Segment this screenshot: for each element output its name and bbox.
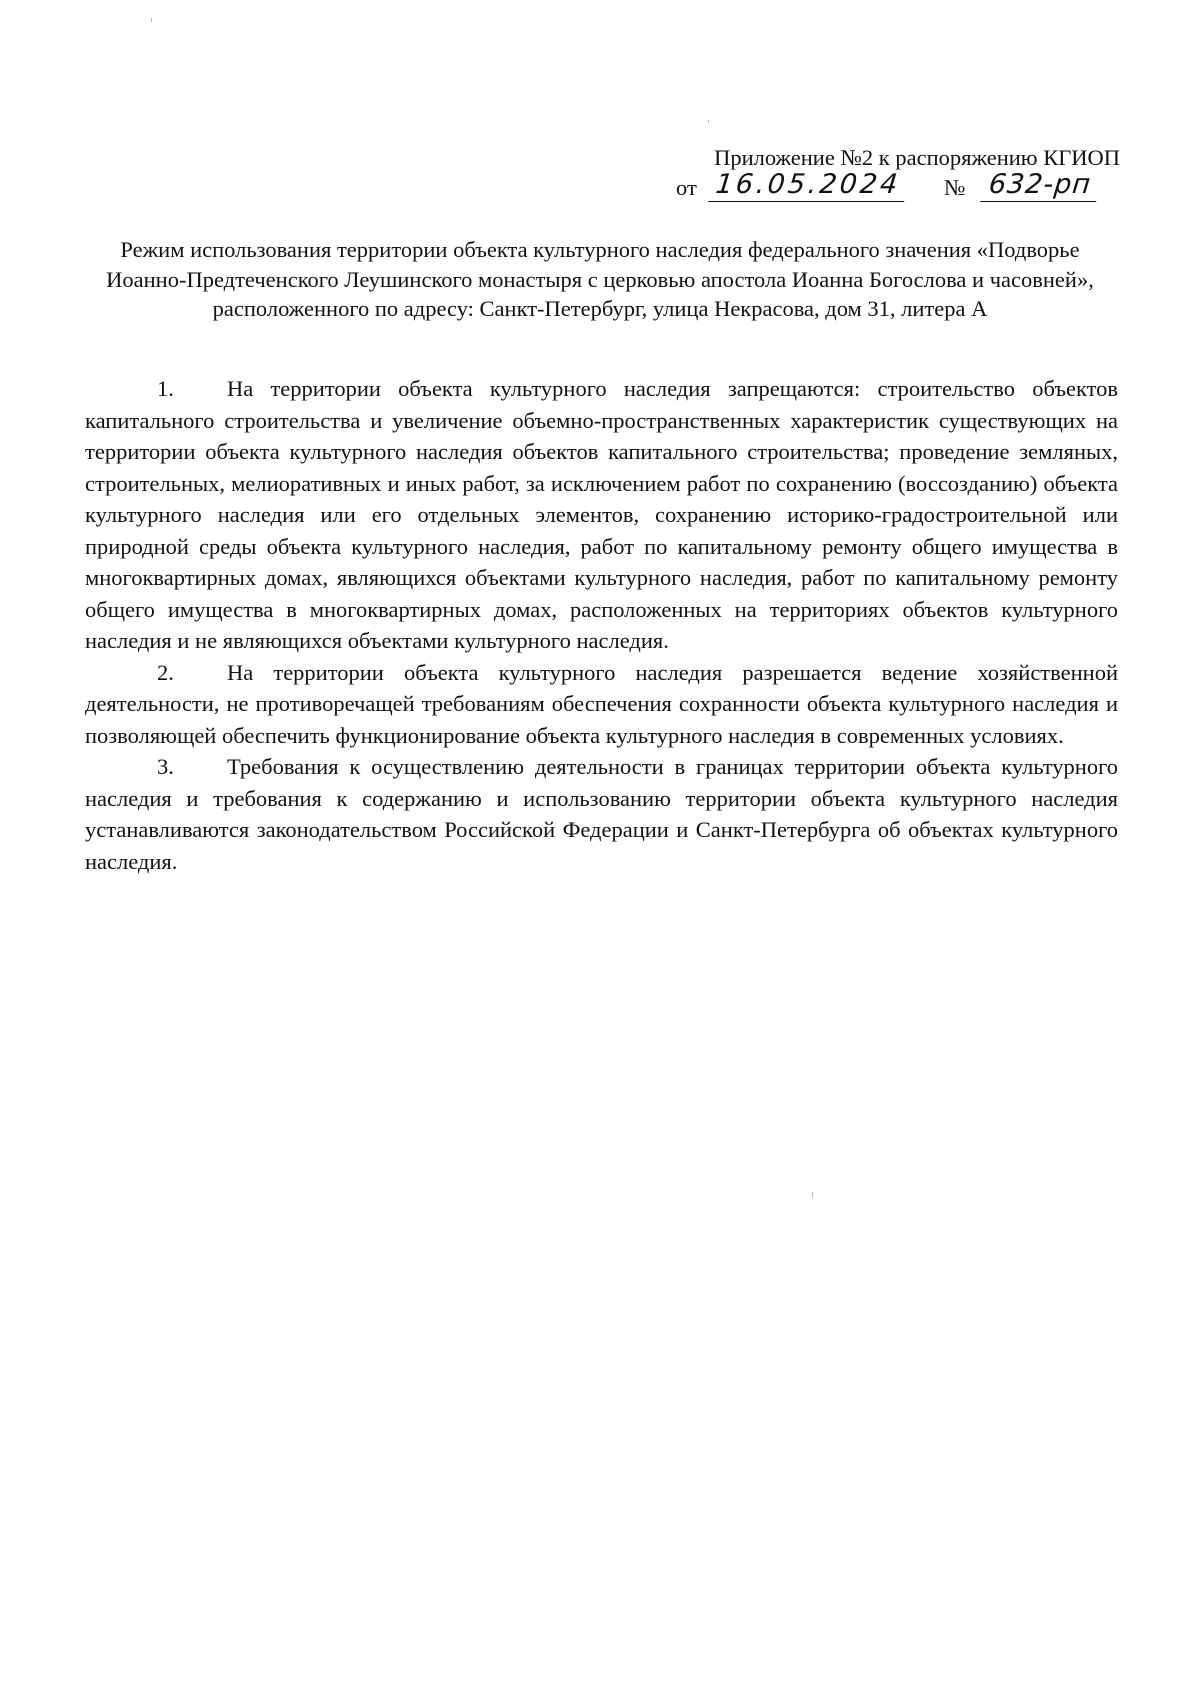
document-title: Режим использования территории объекта культурного наследия федерального значения «Подворье Иоанно-Предтеченского Леушинского монастыря с церковью апостола Иоанна Богослова и часовней», расположенного по адресу: Санкт-Петербург, улица Некрасова, дом 31, литера А xyxy=(106,237,1094,321)
paragraph-number: 1. xyxy=(157,376,174,401)
paragraph-text: Требования к осуществлению деятельности в границах территории объекта культурного наследия и требования к содержанию и использованию территории объекта культурного наследия устанавливаются законодательством Российской Федерации и Санкт-Петербурга об объектах культурного наследия. xyxy=(85,754,1118,874)
handwritten-date: 16.05.2024 xyxy=(708,168,908,202)
scan-speck xyxy=(812,1192,813,1198)
paragraph-3 xyxy=(85,751,1118,877)
appendix-reference: Приложение №2 к распоряжению КГИОП xyxy=(714,145,1120,170)
paragraph-number: 3. xyxy=(157,754,174,779)
paragraph-2 xyxy=(85,657,1118,752)
paragraph-text: На территории объекта культурного наследия запрещаются: строительство объектов капитального строительства и увеличение объемно-пространственных характеристик существующих на территории объекта культурного наследия объектов капитального строительства; проведение земляных, строительных, мелиоративных и иных работ, за исключением работ по сохранению (воссозданию) объекта культурного наследия или его отдельных элементов, сохранению историко-градостроительной или природной среды объекта культурного наследия, работ по капитальному ремонту общего имущества в многоквартирных домах, являющихся объектами культурного наследия, работ по капитальному ремонту общего имущества в многоквартирных домах, расположенных на территориях объектов культурного наследия и не являющихся объектами культурного наследия. xyxy=(85,376,1118,653)
document-body xyxy=(85,373,1118,877)
appendix-header xyxy=(640,143,1120,207)
number-sign-label: № xyxy=(944,175,966,200)
date-prefix-label: от xyxy=(676,175,697,200)
scan-speck xyxy=(708,120,709,123)
paragraph-number: 2. xyxy=(157,659,174,685)
handwritten-order-number: 632-рп xyxy=(980,168,1100,202)
paragraph-1 xyxy=(85,373,1118,657)
scan-speck xyxy=(151,18,152,22)
order-date-number-line xyxy=(640,169,1120,207)
paragraph-text: На территории объекта культурного наследия разрешается ведение хозяйственной деятельности, не противоречащей требованиям обеспечения сохранности объекта культурного наследия и позволяющей обеспечить функционирование объекта культурного наследия в современных условиях. xyxy=(85,659,1118,748)
